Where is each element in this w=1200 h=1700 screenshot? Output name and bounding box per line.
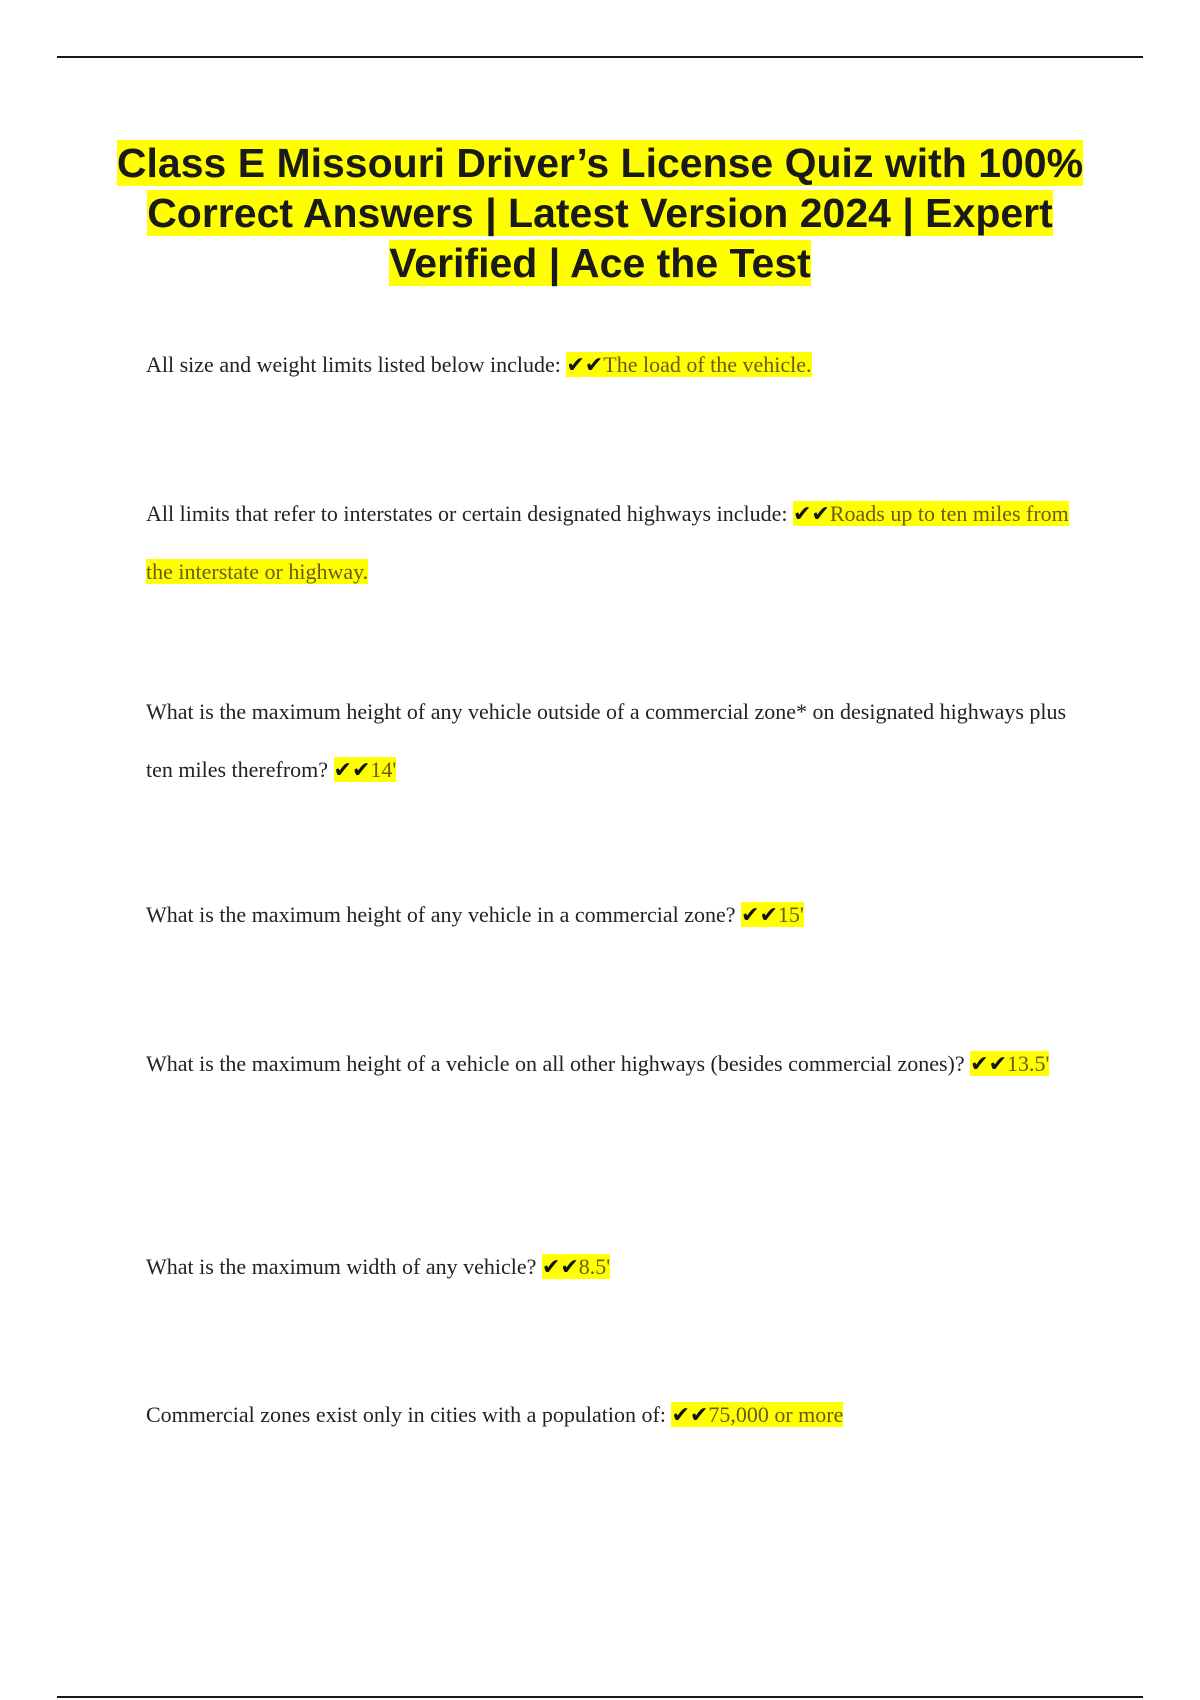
document-title (100, 138, 1100, 288)
answer-text: 75,000 or more (708, 1402, 844, 1427)
question-text: Commercial zones exist only in cities with a population of: (146, 1402, 672, 1427)
answer-highlight (566, 352, 811, 377)
answer-highlight (334, 757, 397, 782)
question-text: What is the maximum height of any vehicle outside of a commercial zone* on designated highways plus ten miles therefrom? (146, 699, 1067, 782)
double-check-icon: ✔✔ (671, 1402, 709, 1427)
double-check-icon: ✔✔ (741, 902, 778, 927)
question-text: What is the maximum width of any vehicle? (146, 1254, 542, 1279)
qa-item-2 (146, 485, 1076, 601)
answer-text: 8.5' (578, 1254, 611, 1279)
question-text: What is the maximum height of any vehicle in a commercial zone? (146, 902, 742, 927)
answer-text: 14' (370, 757, 397, 782)
answer-text: 13.5' (1007, 1051, 1050, 1076)
answer-text: Roads up to ten miles from the interstate or highway. (146, 501, 1069, 584)
answer-highlight (671, 1402, 843, 1427)
qa-item-4 (146, 886, 1076, 944)
question-text: What is the maximum height of a vehicle on all other highways (besides commercial zones)? (146, 1051, 971, 1076)
answer-highlight (970, 1051, 1049, 1076)
double-check-icon: ✔✔ (792, 501, 830, 526)
double-check-icon: ✔✔ (333, 757, 371, 782)
answer-text: 15' (777, 902, 804, 927)
double-check-icon: ✔✔ (566, 352, 604, 377)
qa-item-5 (146, 1035, 1076, 1093)
answer-text: The load of the vehicle. (603, 352, 812, 377)
double-check-icon: ✔✔ (970, 1051, 1008, 1076)
double-check-icon: ✔✔ (541, 1254, 579, 1279)
question-text: All limits that refer to interstates or certain designated highways include: (146, 501, 793, 526)
question-text: All size and weight limits listed below include: (146, 352, 567, 377)
top-rule (57, 56, 1143, 58)
title-text: Class E Missouri Driver’s License Quiz with 100% Correct Answers | Latest Version 2024 | Expert Verified | Ace the Test (116, 140, 1084, 286)
answer-highlight (741, 902, 804, 927)
bottom-rule (57, 1696, 1143, 1698)
qa-item-1 (146, 336, 1076, 394)
qa-item-7 (146, 1386, 1076, 1444)
qa-item-6 (146, 1238, 1076, 1296)
answer-highlight (542, 1254, 610, 1279)
qa-item-3 (146, 683, 1076, 799)
